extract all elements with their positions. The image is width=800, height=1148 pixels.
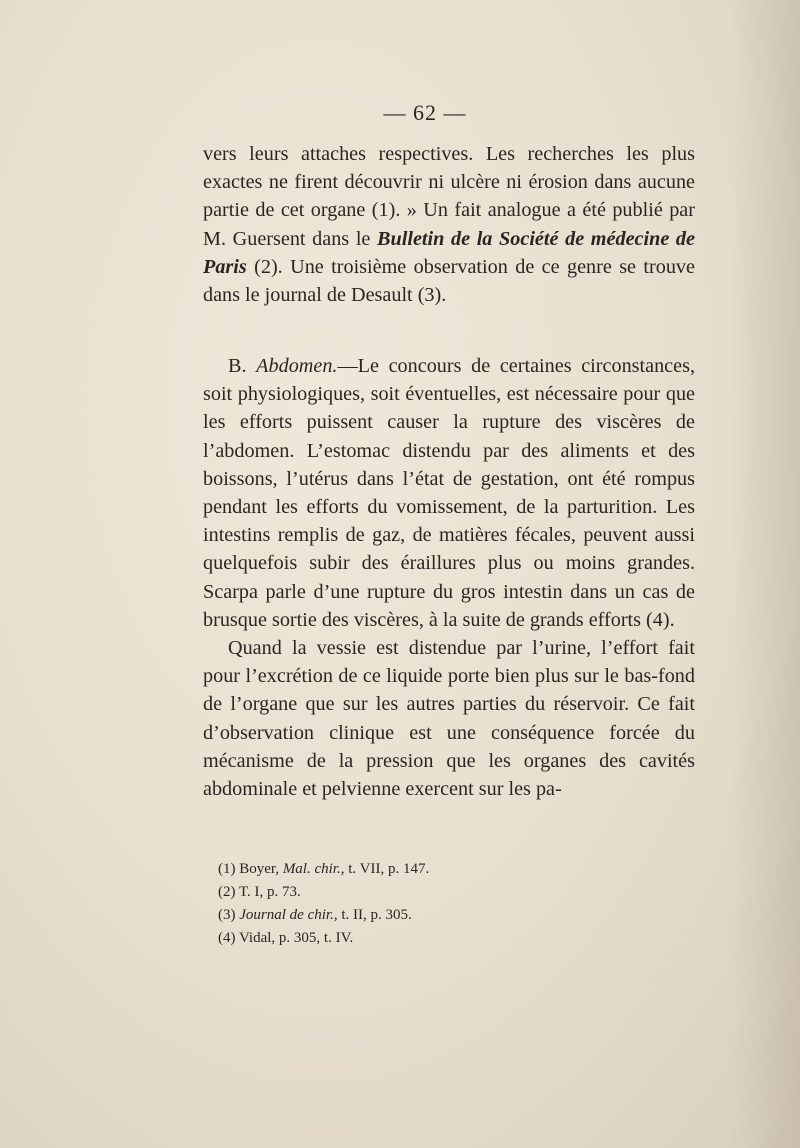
paragraph-3-text: Quand la vessie est distendue par l’urine, l’effort fait pour l’excrétion de ce liquide porte bien plus sur le bas-fond de l’organe que sur les autres parties du réservoir. Ce fait d’observation clinique est une conséquence forcée du mécanisme de la pression que les organes des cavités abdominale et pelvienne exercent sur les pa- bbox=[203, 637, 695, 801]
footnote-4 bbox=[218, 927, 618, 950]
footnote-1 bbox=[218, 858, 618, 881]
footnote-text: Boyer, bbox=[235, 861, 283, 877]
footnote-text: Vidal, p. 305, t. IV. bbox=[235, 930, 354, 946]
bulletin-title: Bulletin de la Société de médecine de Paris bbox=[203, 227, 695, 278]
footnote-text: T. I, p. 73. bbox=[235, 884, 301, 900]
paragraph-2-text: —Le concours de certaines circonstances, soit physiologiques, soit éventuelles, est nécessaire pour que les efforts puissent causer la rupture des viscères de l’abdomen. L’estomac distendu par des aliments et des boissons, l’utérus dans l’état de gestation, ont été rompus pendant les efforts du vomissement, de la parturition. Les intestins remplis de gaz, de matières fécales, peuvent aussi quelquefois subir des éraillures plus ou moins grandes. Scarpa parle d’une rupture du gros intestin dans un cas de brusque sortie des viscères, à la suite de grands efforts (4). bbox=[203, 355, 696, 631]
paragraph-continuation bbox=[203, 140, 695, 309]
footnote-marker: (4) bbox=[218, 930, 236, 946]
section-letter: B. bbox=[228, 355, 257, 377]
paragraph-1 bbox=[203, 140, 695, 309]
paragraph-1-text-a: vers leurs attaches respectives. Les recherches les plus exactes ne firent découvrir ni ulcère ni érosion dans aucune partie de cet organe (1). » Un fait analogue a été publié par M. Guersent dans le bbox=[203, 143, 695, 250]
footnote-title: Mal. chir. bbox=[282, 861, 341, 877]
footnotes bbox=[218, 858, 618, 950]
section-abdomen bbox=[203, 352, 695, 803]
paragraph-1-text-b: (2). Une troisième observation de ce genre se trouve dans le journal de Desault (3). bbox=[203, 255, 695, 307]
section-heading: Abdomen. bbox=[256, 355, 338, 377]
footnote-text: , t. II, p. 305. bbox=[333, 907, 412, 923]
footnote-3 bbox=[218, 904, 618, 927]
footnote-marker: (1) bbox=[218, 861, 236, 877]
footnote-text: , t. VII, p. 147. bbox=[340, 861, 430, 877]
paragraph-3 bbox=[203, 634, 695, 803]
footnote-marker: (3) bbox=[218, 907, 236, 923]
footnote-title: Journal de chir. bbox=[239, 907, 334, 923]
footnote-2 bbox=[218, 881, 618, 904]
paragraph-2 bbox=[203, 352, 695, 634]
page-edge-shadow bbox=[730, 0, 800, 1148]
page-number: — 62 — bbox=[383, 100, 467, 125]
footnote-marker: (2) bbox=[218, 884, 236, 900]
